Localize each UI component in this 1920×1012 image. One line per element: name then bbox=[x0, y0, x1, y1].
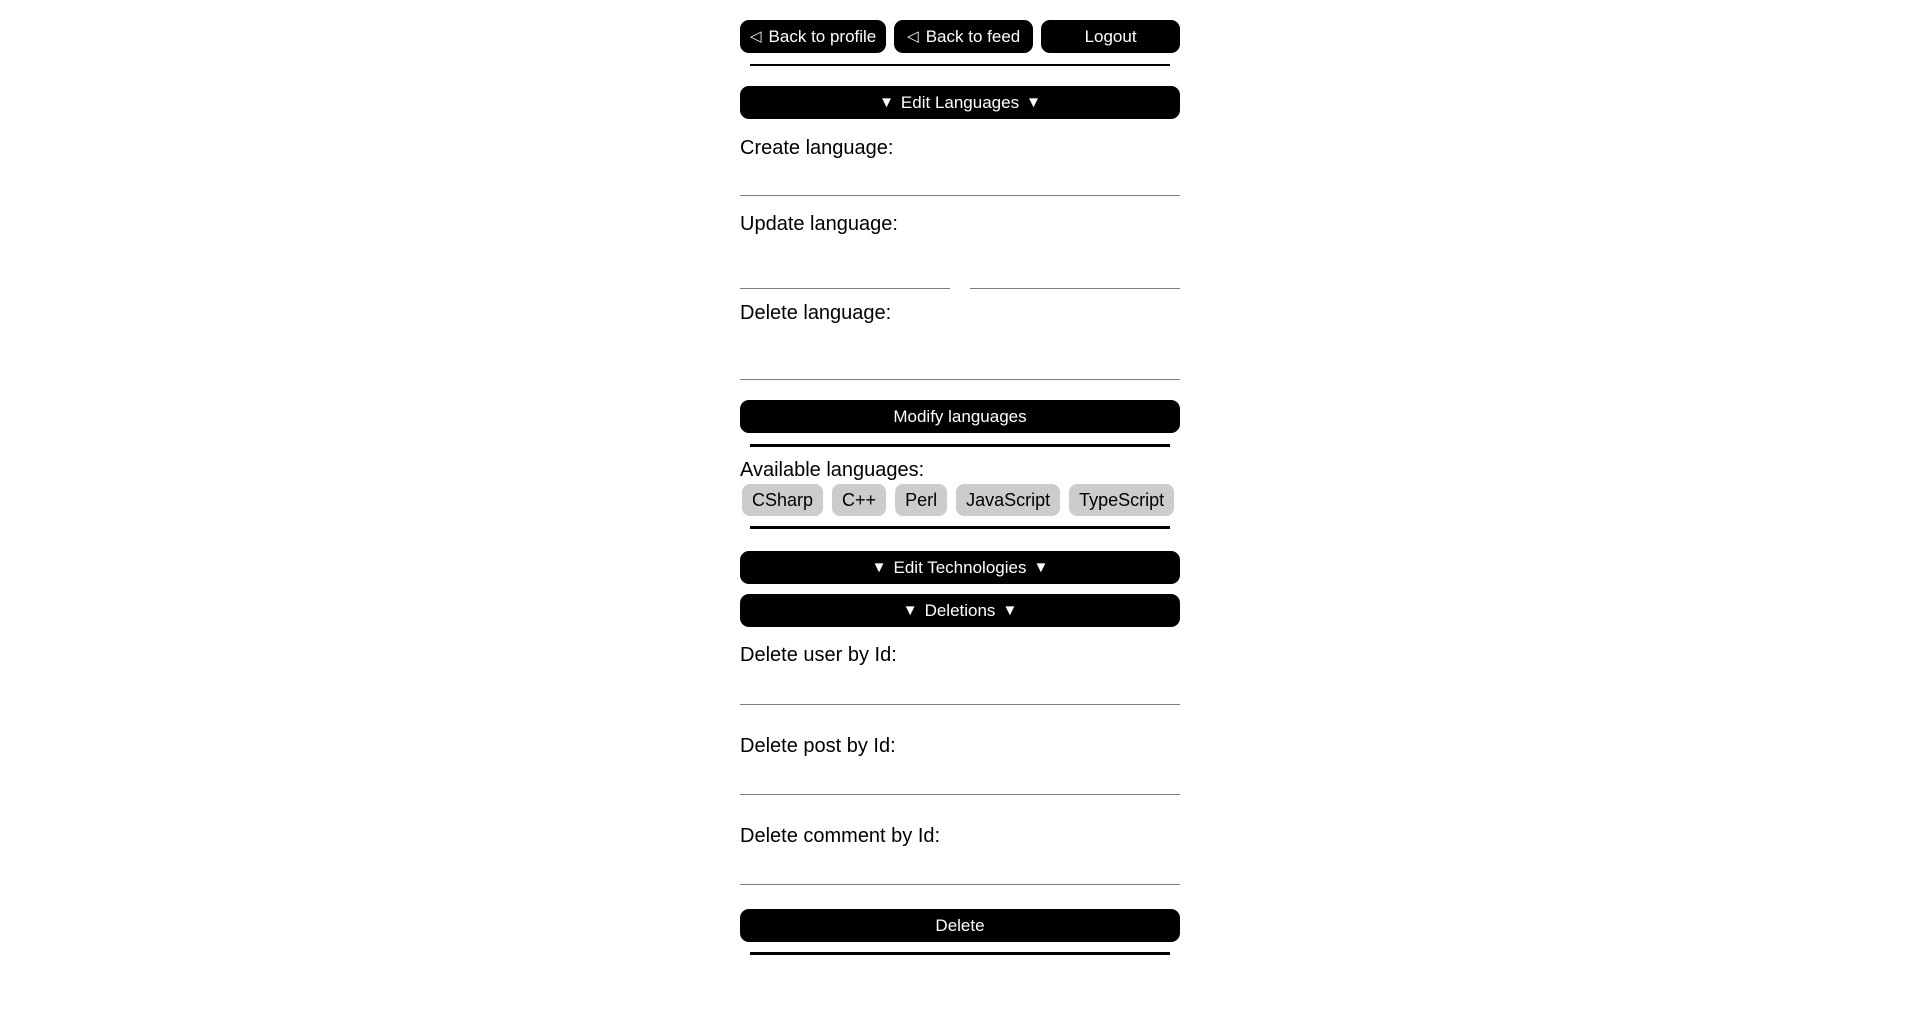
deletions-toggle-button[interactable] bbox=[740, 594, 1180, 627]
language-tag: Perl bbox=[895, 484, 947, 516]
delete-submit-button[interactable] bbox=[740, 909, 1180, 942]
delete-comment-label: Delete comment by Id: bbox=[740, 825, 941, 847]
logout-label: Logout bbox=[1084, 26, 1137, 46]
modify-languages-button[interactable] bbox=[740, 400, 1180, 433]
back-to-feed-label: Back to feed bbox=[925, 26, 1021, 46]
edit-technologies-toggle-button[interactable] bbox=[740, 551, 1180, 584]
create-language-input[interactable] bbox=[740, 169, 1180, 196]
chevron-down-icon: ▼ bbox=[879, 94, 894, 111]
available-languages-label: Available languages: bbox=[740, 459, 925, 481]
delete-language-label: Delete language: bbox=[740, 302, 892, 324]
deletions-toggle-label: Deletions bbox=[924, 600, 996, 620]
chevron-down-icon: ▼ bbox=[902, 602, 918, 619]
logout-button[interactable] bbox=[1041, 20, 1180, 53]
chevron-down-icon: ▼ bbox=[1026, 94, 1041, 111]
back-to-feed-button[interactable] bbox=[894, 20, 1033, 53]
back-to-profile-label: Back to profile bbox=[768, 26, 877, 46]
update-language-new-input[interactable] bbox=[970, 262, 1180, 289]
back-triangle-icon: ◁ bbox=[907, 28, 919, 45]
delete-post-id-input[interactable] bbox=[740, 768, 1180, 795]
delete-user-label: Delete user by Id: bbox=[740, 644, 897, 666]
divider bbox=[750, 952, 1170, 955]
delete-submit-label: Delete bbox=[935, 915, 985, 935]
language-tag: TypeScript bbox=[1069, 484, 1174, 516]
divider bbox=[750, 526, 1170, 529]
divider bbox=[750, 444, 1170, 447]
delete-user-id-input[interactable] bbox=[740, 678, 1180, 705]
chevron-down-icon: ▼ bbox=[1033, 559, 1049, 576]
admin-panel-column bbox=[740, 0, 1180, 955]
delete-post-label: Delete post by Id: bbox=[740, 735, 896, 757]
chevron-down-icon: ▼ bbox=[871, 559, 887, 576]
language-tag: CSharp bbox=[742, 484, 823, 516]
divider bbox=[750, 64, 1170, 66]
edit-languages-toggle-button[interactable] bbox=[740, 86, 1180, 119]
chevron-down-icon: ▼ bbox=[1002, 602, 1018, 619]
back-to-profile-button[interactable] bbox=[740, 20, 886, 53]
edit-technologies-toggle-label: Edit Technologies bbox=[893, 557, 1027, 577]
update-language-old-input[interactable] bbox=[740, 262, 950, 289]
modify-languages-label: Modify languages bbox=[893, 406, 1027, 426]
update-language-inputs-row bbox=[740, 262, 1180, 289]
language-tag: JavaScript bbox=[956, 484, 1060, 516]
delete-language-input[interactable] bbox=[740, 353, 1180, 380]
update-language-label: Update language: bbox=[740, 213, 898, 235]
language-tag: C++ bbox=[832, 484, 886, 516]
create-language-label: Create language: bbox=[740, 137, 894, 159]
delete-comment-id-input[interactable] bbox=[740, 858, 1180, 885]
top-button-row bbox=[740, 20, 1180, 53]
back-triangle-icon: ◁ bbox=[750, 28, 762, 45]
available-languages-list bbox=[740, 484, 1180, 516]
edit-languages-toggle-label: Edit Languages bbox=[900, 92, 1020, 112]
